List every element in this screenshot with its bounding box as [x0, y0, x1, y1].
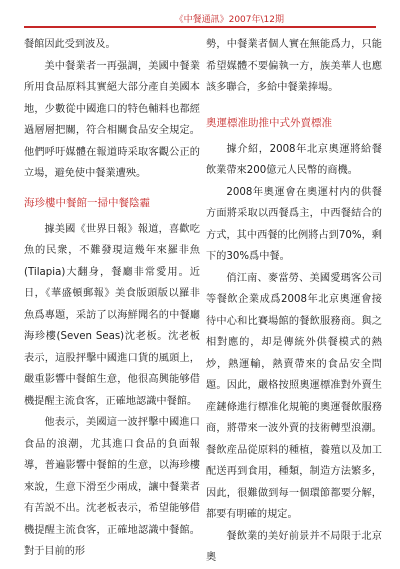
paragraph: 俏江南、麥當勞、美國愛瑪客公司等餐飲企業成爲2008年北京奧運會接待中心和比賽場館的餐飲服務商。與之相對應的，却是傳統外供餐模式的熱炒，熱運輸，熱賣帶來的食品安全問題。因此，嚴格按照奧運標准對外賣生産鏈條進行標准化規範的奧運餐飲服務商，將帶來一波外賣的技術轉型浪潮。餐飲産品從原料的種植，養殖以及加工配送再到食用，種類，制造方法繁多，因此，很難做到每一個環節都要分解，都要有明確的規定。: [206, 272, 382, 520]
left-column: [24, 34, 200, 563]
paragraph: 據美國《世界日報》報道，喜歡吃魚的民衆，不難發現這幾年來羅非魚(Tilapia)大翻身，餐廳非常愛用。近日，《華盛頓郵報》美食版頭版以羅非魚爲專題，采訪了以海鮮聞名的中餐廳海珍樓(Seven Seas)沈老板。沈老板表示，這股抨擊中國進口貨的風頭上，嚴重影響中餐館生意，他很高興能够借機提醒主流食客，正確地認識中餐館。: [24, 223, 200, 407]
paragraph: 據介紹，2008年北京奧運將給餐飲業帶來200億元人民幣的商機。: [206, 143, 382, 176]
paragraph: 餐飲業的美好前景并不局限于北京奧: [206, 530, 382, 563]
page-header: [24, 8, 376, 26]
header-title: 《中餐通訊》2007年\12期: [174, 15, 284, 25]
right-column: [206, 34, 382, 569]
paragraph: 勢，中餐業者個人實在無能爲力，只能希望媒體不要偏執一方，族美華人也應該多聯合，多給中餐業捧場。: [206, 39, 382, 93]
paragraph: 他表示，美國這一波抨擊中國進口食品的浪潮，尤其進口食品的負面報導，普遍影響中餐館的生意，以海珍樓來說，生意下滑至少兩成，讓中餐業者有苦説不出。沈老板表示，希望能够借機提醒主流食客，正確地認識中餐館。對于目前的形: [24, 417, 200, 557]
section-heading: 海珍樓中餐館一掃中餐陰霾: [24, 196, 150, 209]
header-rule: [24, 26, 376, 28]
paragraph: 美中餐業者一再强調，美國中餐業所用食品原料其實絕大部分產自美國本地，少數從中國進口的特色輔料也都經過層層把關，符合相關食品安全規定。他們呼吁媒體在報道時采取客觀公正的立場，避免使中餐業遭殃。: [24, 60, 200, 179]
paragraph: 2008年奧運會在奧運村内的供餐方面將采取以西餐爲主，中西餐結合的方式，其中西餐的比例將占到70%，剩下的30%爲中餐。: [206, 186, 382, 262]
paragraph: 餐館因此受到波及。: [24, 39, 116, 50]
section-heading: 奧運標准助推中式外賣標准: [206, 116, 332, 129]
